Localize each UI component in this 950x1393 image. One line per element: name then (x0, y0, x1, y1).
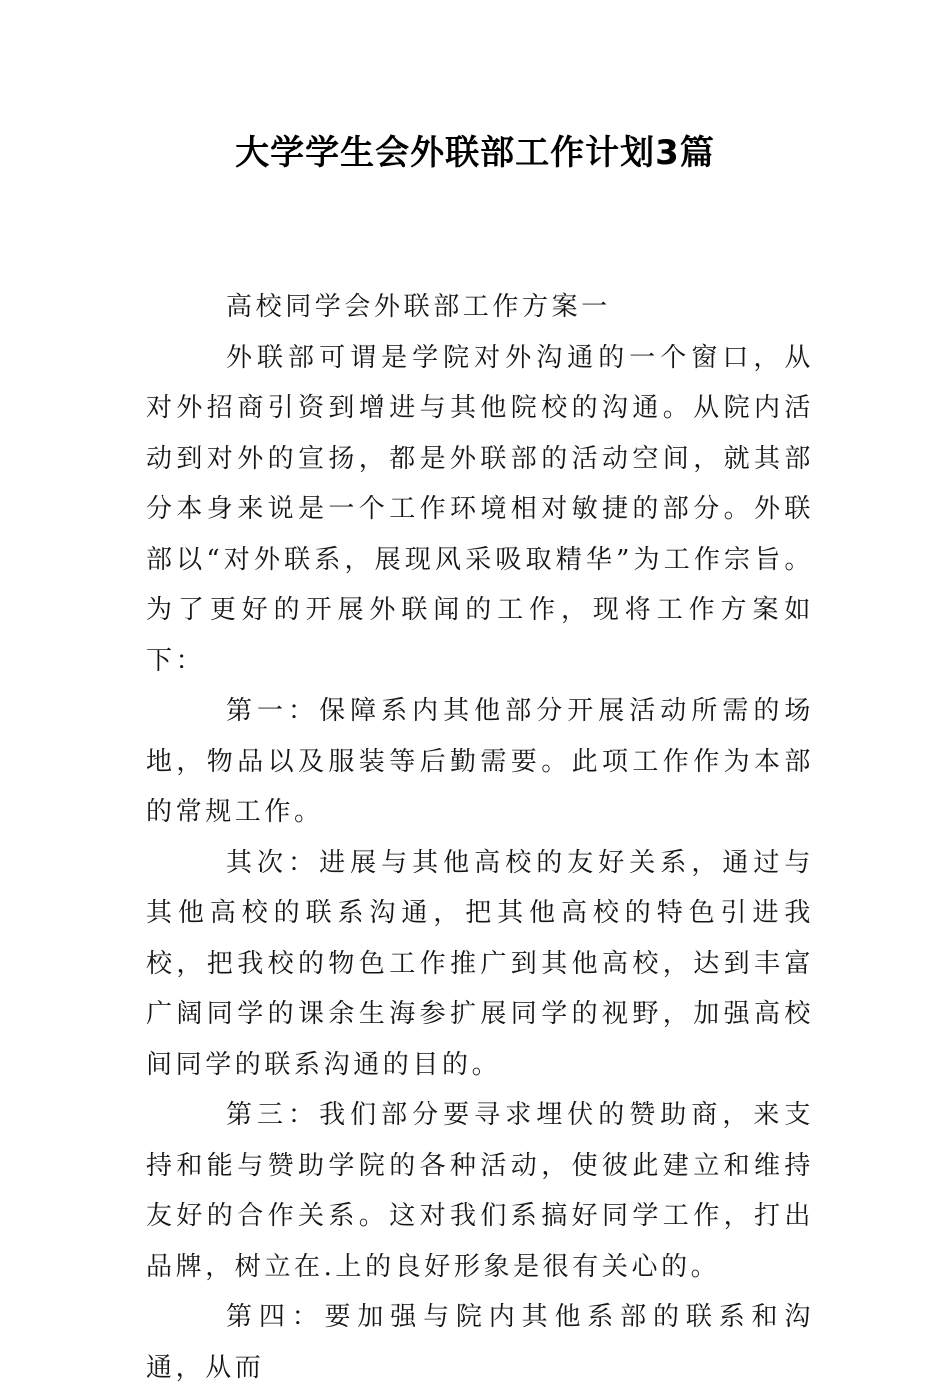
paragraph-first: 第一：保障系内其他部分开展活动所需的场地，物品以及服装等后勤需要。此项工作作为本部的常规工作。 (146, 696, 814, 827)
paragraph-subheading: 高校同学会外联部工作方案一 (226, 292, 611, 322)
paragraph-intro: 外联部可谓是学院对外沟通的一个窗口，从对外招商引资到增进与其他院校的沟通。从院内活动到对外的宣扬，都是外联部的活动空间，就其部分本身来说是一个工作环境相对敏捷的部分。外联部以“对外联系，展现风采吸取精华”为工作宗旨。为了更好的开展外联闻的工作，现将工作方案如下： (146, 342, 814, 676)
paragraph-fourth: 第四：要加强与院内其他系部的联系和沟通，从而 (146, 1302, 814, 1383)
paragraph-third: 第三：我们部分要寻求埋伏的赞助商，来支持和能与赞助学院的各种活动，使彼此建立和维持友好的合作关系。这对我们系搞好同学工作，打出品牌，树立在.上的良好形象是很有关心的。 (146, 1100, 814, 1282)
document-title: 大学学生会外联部工作计划3篇 (235, 133, 715, 173)
document-body (146, 282, 814, 1393)
paragraph-second: 其次：进展与其他高校的友好关系，通过与其他高校的联系沟通，把其他高校的特色引进我校，把我校的物色工作推广到其他高校，达到丰富广阔同学的课余生海参扩展同学的视野，加强高校间同学的联系沟通的目的。 (146, 847, 814, 1080)
